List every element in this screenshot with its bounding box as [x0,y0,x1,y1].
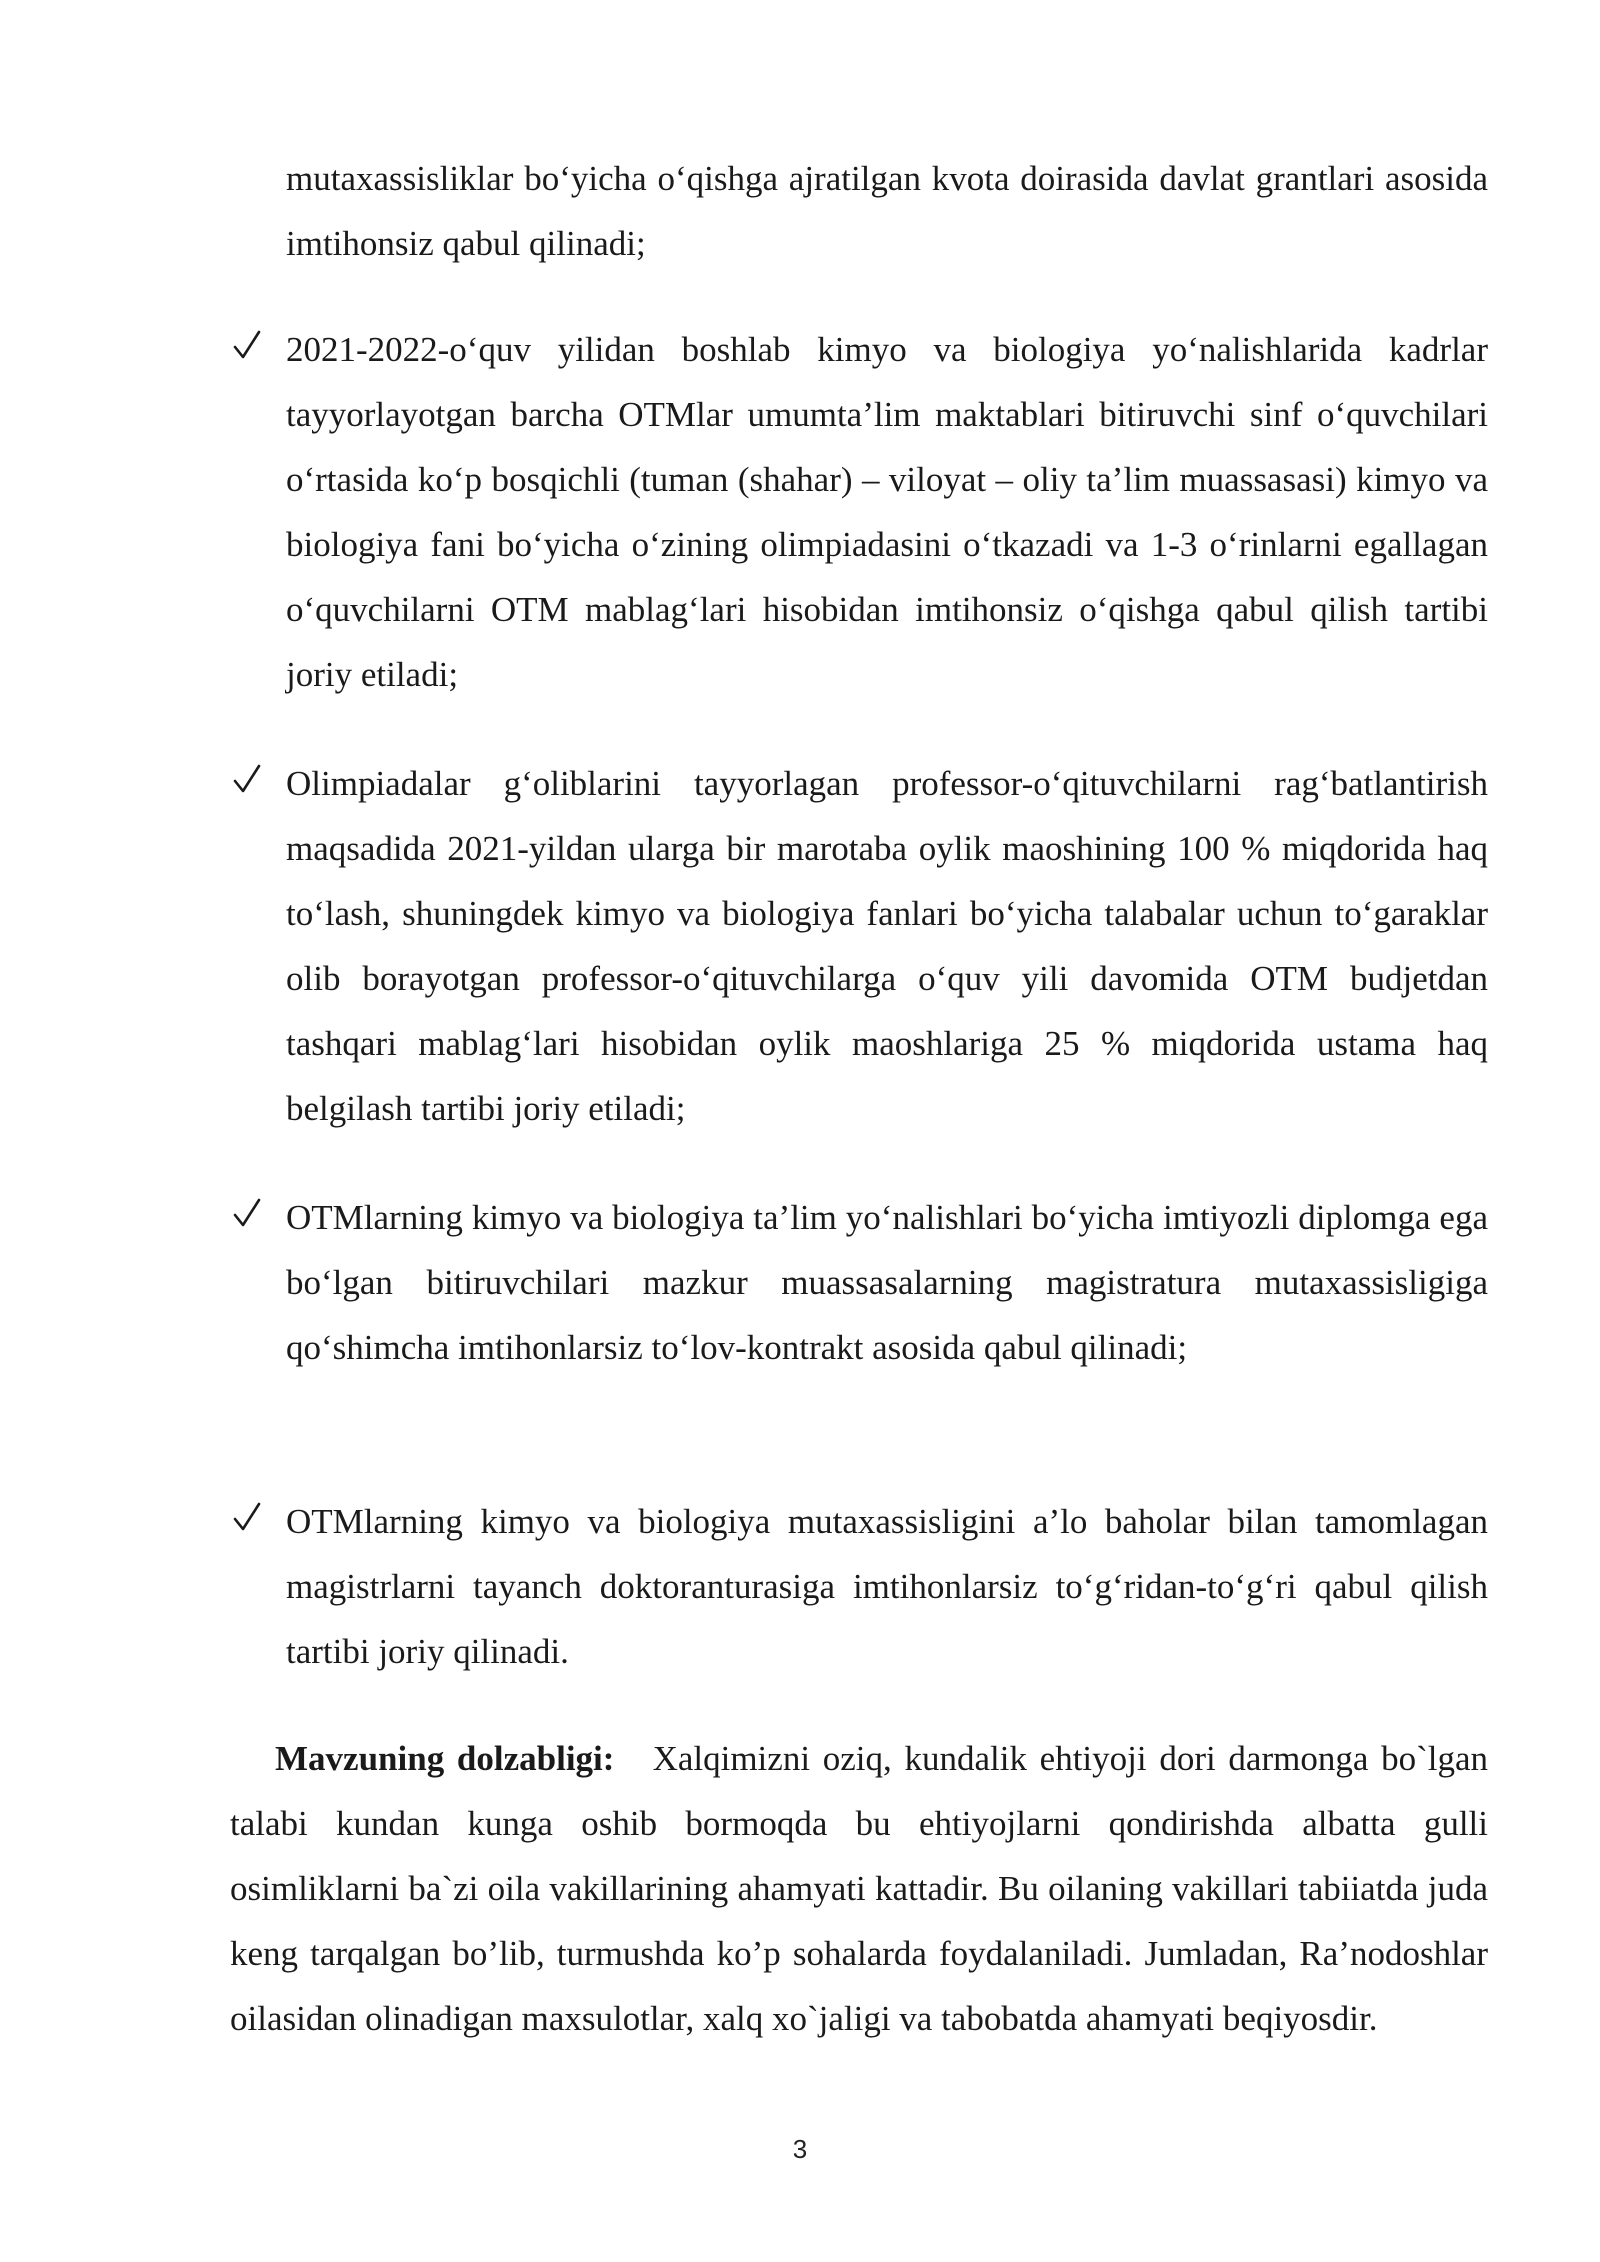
checkmark-icon [232,328,268,368]
section-text: Xalqimizni oziq, kundalik ehtiyoji dori darmonga bo`lgan talabi kundan kunga oshib bormoqda bu ehtiyojlarni qondirishda albatta gulli osimliklarni ba`zi oila vakillarining ahamyati kattadir. Bu oilaning vakillari tabiiatda juda keng tarqalgan bo’lib, turmushda ko’p sohalarda foydalaniladi. Jumladan, Ra’nodoshlar oilasidan olinadigan maxsulotlar, xalq xo`jaligi va tabobatda ahamyati beqiyosdir. [230,1739,1488,2038]
checkmark-icon [232,762,268,802]
checkmark-icon [232,1500,268,1540]
section-heading: Mavzuning dolzabligi: [275,1739,615,1778]
relevance-paragraph [230,1726,1488,2051]
bullet-item-2: Olimpiadalar g‘oliblarini tayyorlagan professor-o‘qituvchilarni rag‘batlantirish maqsadida 2021-yildan ularga bir marotaba oylik maoshining 100 % miqdorida haq to‘lash, shuningdek kimyo va biologiya fanlari bo‘yicha talabalar uchun to‘garaklar olib borayotgan professor-o‘qituvchilarga o‘quv yili davomida OTM budjetdan tashqari mablag‘lari hisobidan oylik maoshlariga 25 % miqdorida ustama haq belgilash tartibi joriy etiladi; [286,764,1488,1128]
checkmark-icon [232,1196,268,1236]
bullet-item-4: OTMlarning kimyo va biologiya mutaxassisligini a’lo baholar bilan tamomlagan magistrlarni tayanch doktoranturasiga imtihonlarsiz to‘g‘ridan-to‘g‘ri qabul qilish tartibi joriy qilinadi. [286,1502,1488,1671]
bullet-item-1: 2021-2022-o‘quv yilidan boshlab kimyo va biologiya yo‘nalishlarida kadrlar tayyorlayotgan barcha OTMlar umumta’lim maktablari bitiruvchi sinf o‘quvchilari o‘rtasida ko‘p bosqichli (tuman (shahar) – viloyat – oliy ta’lim muassasasi) kimyo va biologiya fani bo‘yicha o‘zining olimpiadasini o‘tkazadi va 1-3 o‘rinlarni egallagan o‘quvchilarni OTM mablag‘lari hisobidan imtihonsiz o‘qishga qabul qilish tartibi joriy etiladi; [286,330,1488,694]
continuation-paragraph: mutaxassisliklar bo‘yicha o‘qishga ajratilgan kvota doirasida davlat grantlari asosida imtihonsiz qabul qilinadi; [286,159,1488,263]
page-number: 3 [792,2134,808,2164]
bullet-item-3: OTMlarning kimyo va biologiya ta’lim yo‘nalishlari bo‘yicha imtiyozli diplomga ega bo‘lgan bitiruvchilari mazkur muassasalarning magistratura mutaxassisligiga qo‘shimcha imtihonlarsiz to‘lov-kontrakt asosida qabul qilinadi; [286,1198,1488,1367]
